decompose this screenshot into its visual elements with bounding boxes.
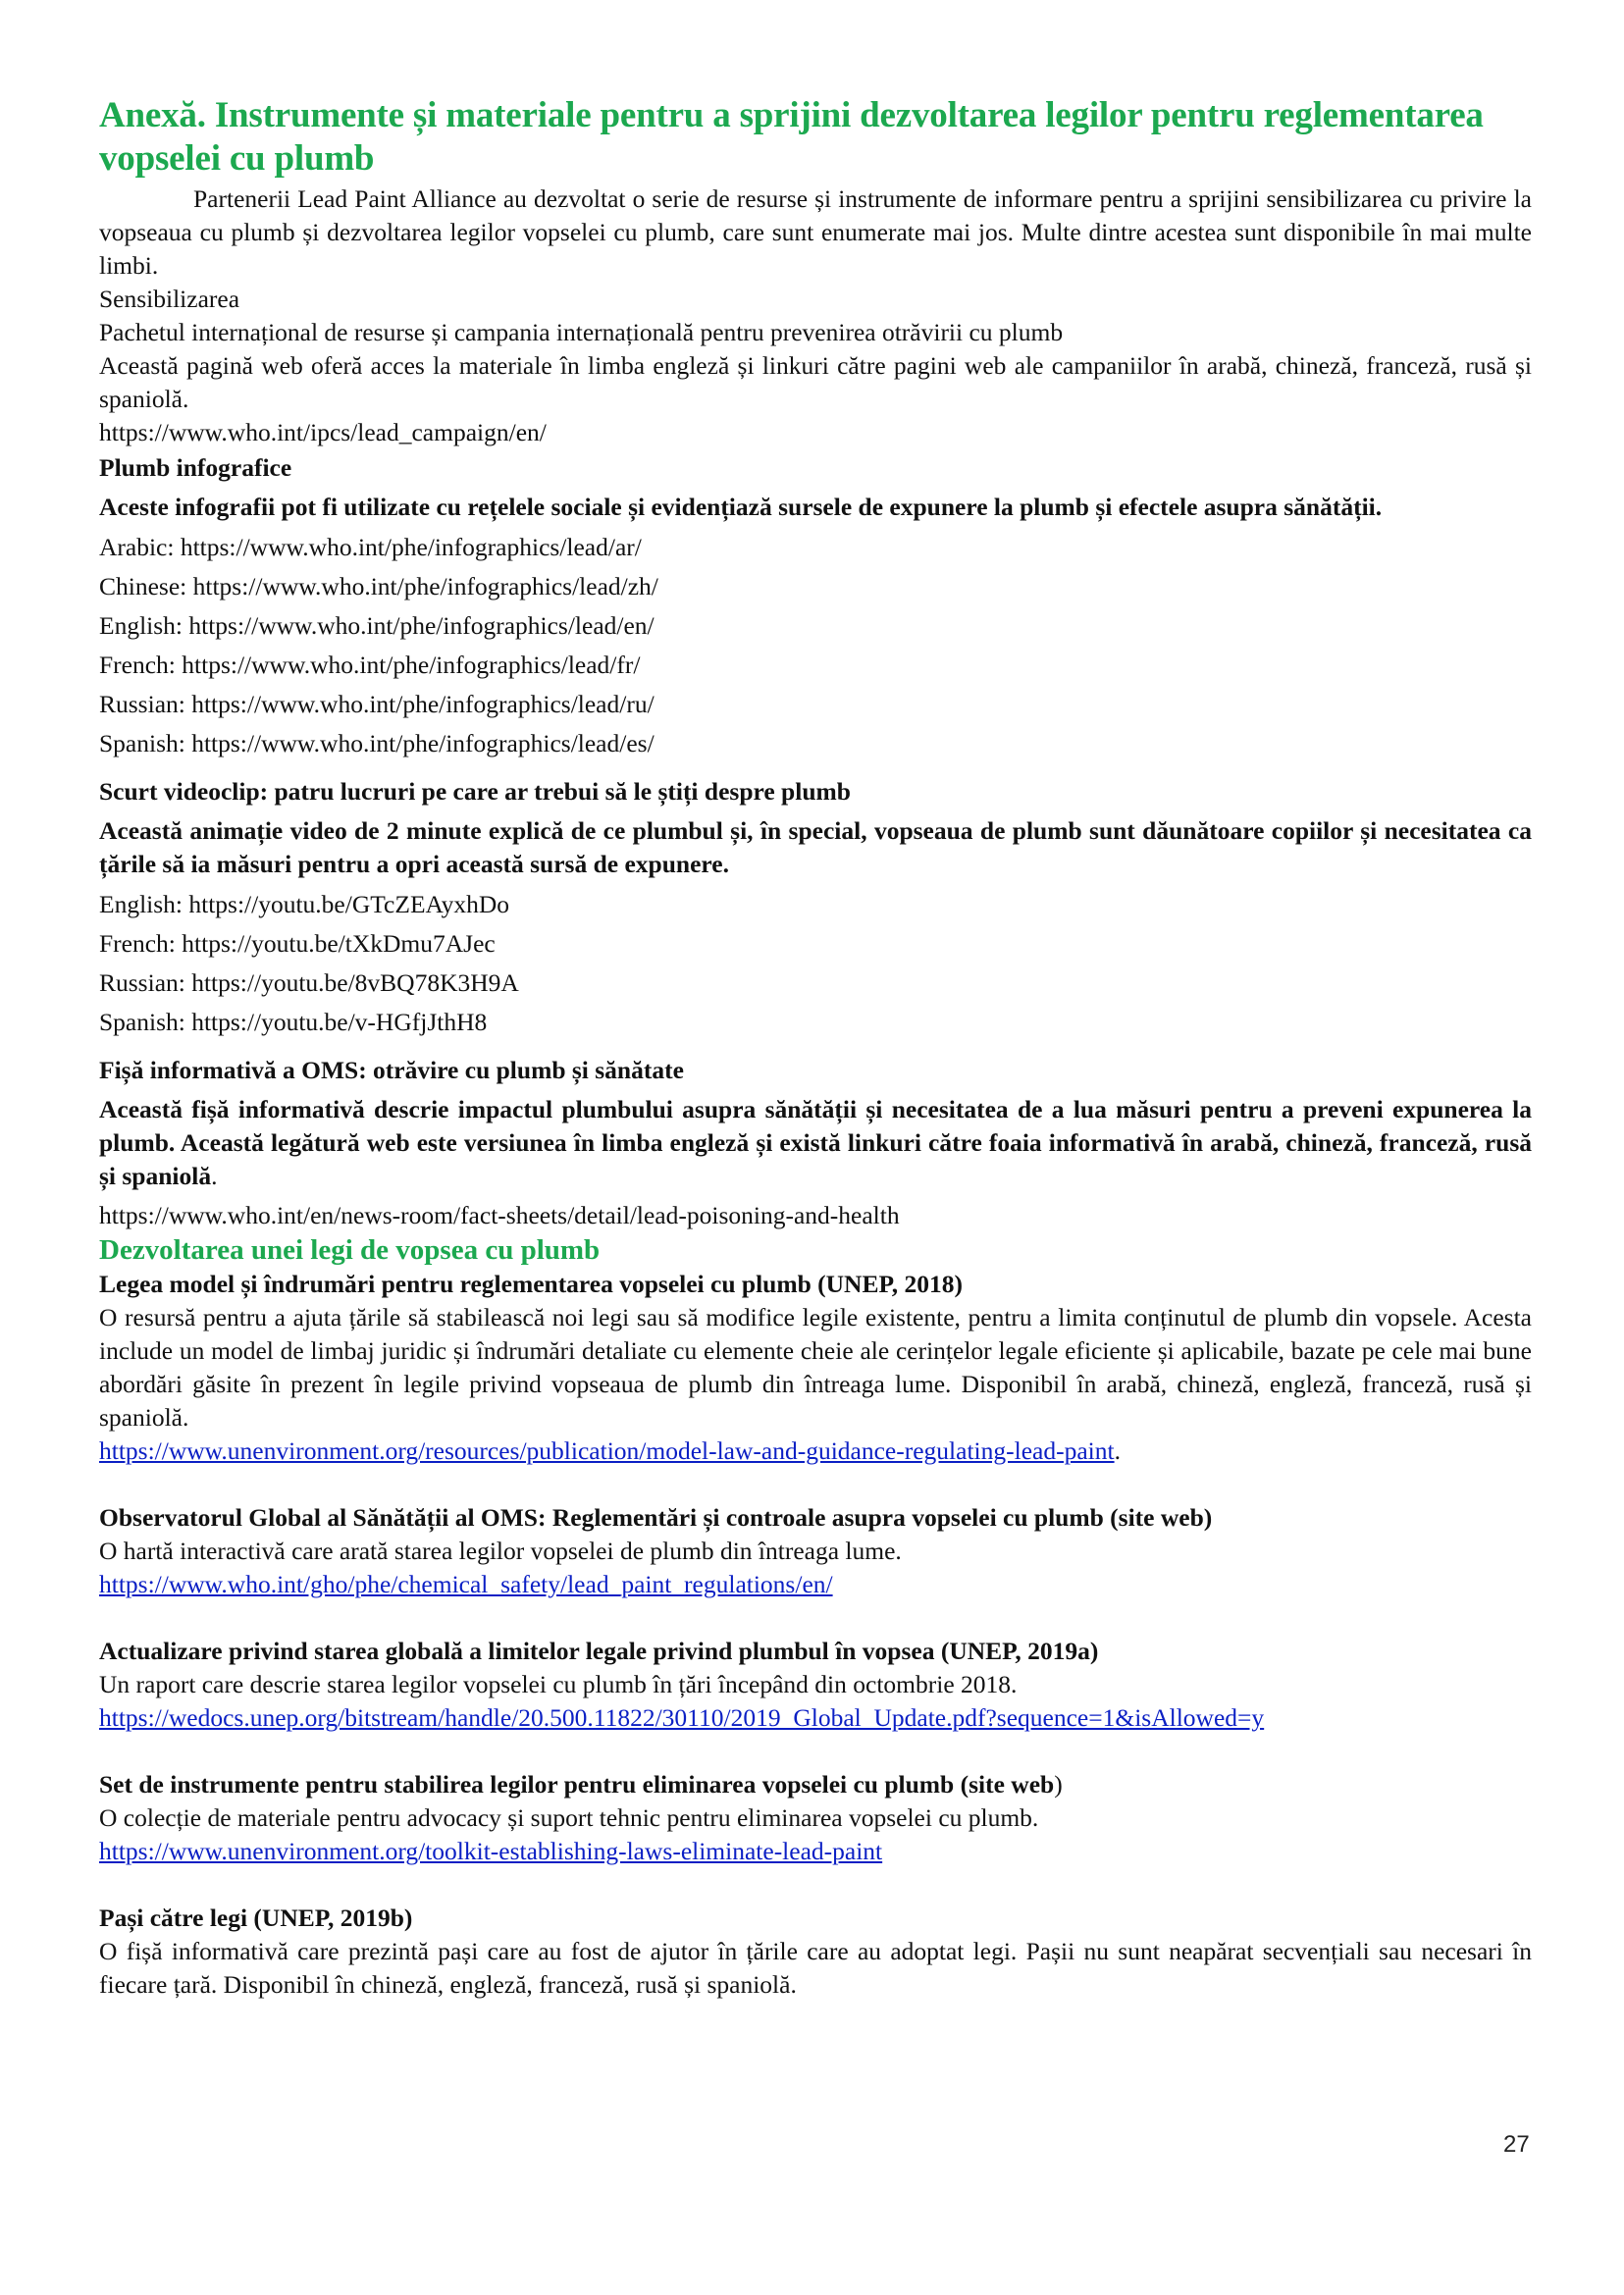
- factsheet-description: [99, 1093, 1532, 1193]
- law-resource-link[interactable]: https://www.unenvironment.org/toolkit-establishing-laws-eliminate-lead-paint: [99, 1837, 883, 1865]
- law-resource-link[interactable]: https://wedocs.unep.org/bitstream/handle/20.500.11822/30110/2019_Global_Update.pdf?sequence=1&isAllowed=y: [99, 1703, 1265, 1732]
- infographic-link-spanish[interactable]: Spanish: https://www.who.int/phe/infographics/lead/es/: [99, 729, 655, 757]
- law-resource-title: Actualizare privind starea globală a limitelor legale privind plumbul în vopsea (UNEP, 2019a): [99, 1637, 1099, 1665]
- law-resource-url-line: [99, 1835, 1532, 1868]
- infographic-link-chinese[interactable]: Chinese: https://www.who.int/phe/infographics/lead/zh/: [99, 572, 658, 600]
- video-link-english[interactable]: English: https://youtu.be/GTcZEAyxhDo: [99, 890, 510, 918]
- law-resource-description: O fișă informativă care prezintă pași care au fost de ajutor în țările care au adoptat legi. Pașii nu sunt neapărat secvențiali sau necesari în fiecare țară. Disponibil în chineză, engleză, franceză, rusă și spaniolă.: [99, 1937, 1532, 1999]
- page-number: 27: [1503, 2131, 1530, 2158]
- law-resource-description: O resursă pentru a ajuta țările să stabilească noi legi sau să modifice legile existente, pentru a limita conținutul de plumb din vopsele. Acesta include un model de limbaj juridic și îndrumări detaliate cu elemente cheie ale cerințelor legale eficiente și aplicabile, bazate pe cele mai bune abordări găsite în prezent în legile privind vopseaua de plumb din întreaga lume. Disponibil în arabă, chineză, engleză, franceză, rusă și spaniolă.: [99, 1303, 1532, 1432]
- law-resource-title: Pași către legi (UNEP, 2019b): [99, 1904, 413, 1932]
- video-link-spanish[interactable]: Spanish: https://youtu.be/v-HGfjJthH8: [99, 1008, 488, 1036]
- law-resource-description: Un raport care descrie starea legilor vopselei cu plumb în țări începând din octombrie 2018.: [99, 1670, 1018, 1698]
- url-suffix: .: [1114, 1436, 1121, 1465]
- section-heading-law: Dezvoltarea unei legi de vopsea cu plumb: [99, 1234, 601, 1266]
- spacer: [99, 1468, 1532, 1501]
- video-description: Această animație video de 2 minute explică de ce plumbul și, în special, vopseaua de plumb sunt dăunătoare copiilor și necesitatea ca țările să ia măsuri pentru a opri această sursă de expunere.: [99, 816, 1532, 878]
- section-heading-awareness: Sensibilizarea: [99, 285, 240, 313]
- factsheet-description-text: Această fișă informativă descrie impactul plumbului asupra sănătății și necesitatea de a lua măsuri pentru a preveni expunerea la plumb. Această legătură web este versiunea în limba engleză și există linkuri către foaia informativă în arabă, chineză, franceză, rusă și spaniolă: [99, 1095, 1532, 1190]
- title-suffix: ): [1054, 1770, 1063, 1799]
- factsheet-title: Fișă informativă a OMS: otrăvire cu plumb și sănătate: [99, 1056, 684, 1084]
- infographic-link-french[interactable]: French: https://www.who.int/phe/infographics/lead/fr/: [99, 651, 641, 679]
- law-resource-title: Observatorul Global al Sănătății al OMS: Reglementări și controale asupra vopselei cu plumb (site web): [99, 1503, 1213, 1532]
- law-resource-item: [99, 1501, 1532, 1601]
- law-resource-link[interactable]: https://www.who.int/gho/phe/chemical_safety/lead_paint_regulations/en/: [99, 1570, 833, 1598]
- law-resource-description: O hartă interactivă care arată starea legilor vopselei de plumb din întreaga lume.: [99, 1537, 902, 1565]
- law-resource-title: Set de instrumente pentru stabilirea legilor pentru eliminarea vopselei cu plumb (site web: [99, 1770, 1055, 1799]
- law-resource-item: [99, 1768, 1532, 1868]
- intro-paragraph: Partenerii Lead Paint Alliance au dezvoltat o serie de resurse și instrumente de informare pentru a sprijini sensibilizarea cu privire la vopseaua cu plumb și dezvoltarea legilor vopselei cu plumb, care sunt enumerate mai jos. Multe dintre acestea sunt disponibile în mai multe limbi.: [99, 184, 1532, 280]
- document-page: [99, 94, 1532, 2002]
- infographics-title: Plumb infografice: [99, 453, 292, 482]
- resource-description: Această pagină web oferă acces la materiale în limba engleză și linkuri către pagini web ale campaniilor în arabă, chineză, franceză, rusă și spaniolă.: [99, 351, 1532, 413]
- spacer: [99, 1868, 1532, 1902]
- law-resource-url-line: [99, 1701, 1532, 1735]
- law-resource-link[interactable]: https://www.unenvironment.org/resources/publication/model-law-and-guidance-regulating-lead-paint: [99, 1436, 1115, 1465]
- law-resource-description: O colecție de materiale pentru advocacy și suport tehnic pentru eliminarea vopselei cu plumb.: [99, 1803, 1039, 1832]
- law-resource-url-line: [99, 1434, 1532, 1468]
- factsheet-description-end: .: [211, 1162, 218, 1190]
- law-resource-title: Legea model și îndrumări pentru reglementarea vopselei cu plumb (UNEP, 2018): [99, 1270, 963, 1298]
- spacer: [99, 1735, 1532, 1768]
- resource-url[interactable]: https://www.who.int/ipcs/lead_campaign/en/: [99, 418, 547, 446]
- infographic-link-russian[interactable]: Russian: https://www.who.int/phe/infographics/lead/ru/: [99, 690, 655, 718]
- infographics-link-list: [99, 528, 1532, 763]
- law-resource-item: [99, 1268, 1532, 1468]
- infographic-link-arabic[interactable]: Arabic: https://www.who.int/phe/infographics/lead/ar/: [99, 533, 642, 561]
- law-resource-url-line: [99, 1568, 1532, 1601]
- video-link-russian[interactable]: Russian: https://youtu.be/8vBQ78K3H9A: [99, 968, 519, 997]
- law-resource-title-line: [99, 1768, 1532, 1801]
- video-link-list: [99, 885, 1532, 1042]
- law-resource-item: [99, 1635, 1532, 1735]
- video-link-french[interactable]: French: https://youtu.be/tXkDmu7AJec: [99, 929, 496, 958]
- infographics-description: Aceste infografii pot fi utilizate cu rețelele sociale și evidențiază sursele de expunere la plumb și efectele asupra sănătății.: [99, 493, 1383, 521]
- factsheet-url[interactable]: https://www.who.int/en/news-room/fact-sheets/detail/lead-poisoning-and-health: [99, 1201, 900, 1229]
- infographic-link-english[interactable]: English: https://www.who.int/phe/infographics/lead/en/: [99, 611, 655, 640]
- video-title: Scurt videoclip: patru lucruri pe care ar trebui să le știți despre plumb: [99, 777, 851, 806]
- law-resource-item: [99, 1902, 1532, 2002]
- resource-title: Pachetul internațional de resurse și campania internațională pentru prevenirea otrăvirii cu plumb: [99, 318, 1064, 346]
- page-title: Anexă. Instrumente și materiale pentru a sprijini dezvoltarea legilor pentru reglementarea vopselei cu plumb: [99, 95, 1484, 179]
- spacer: [99, 1601, 1532, 1635]
